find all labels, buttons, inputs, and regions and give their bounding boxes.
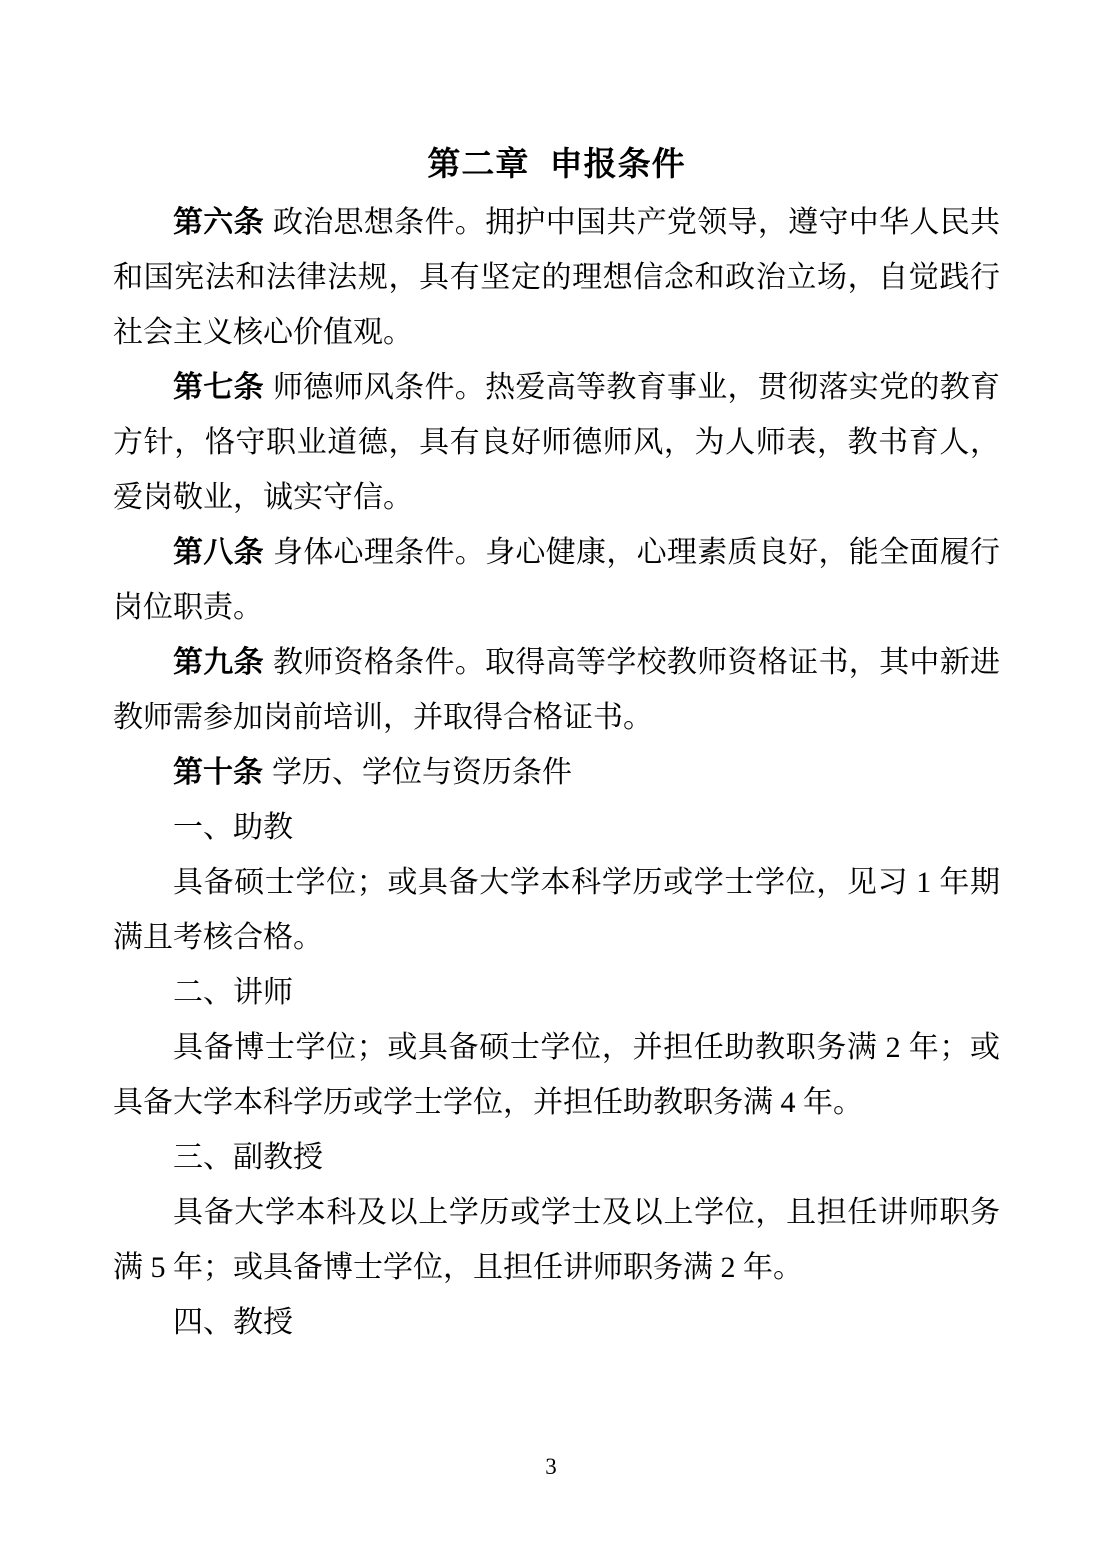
article-number: 第七条 [173,371,264,404]
article-number: 第九条 [173,646,264,679]
paragraph [113,1020,1000,1130]
page-title: 第二章 申报条件 [427,145,686,182]
paragraph-text: 四、教授 [173,1306,293,1339]
paragraph-text: 三、副教授 [173,1141,323,1174]
paragraph-text: 师德师风条件。热爱高等教育事业，贯彻落实党的教育方针，恪守职业道德，具有良好师德师风，为人师表，教书育人，爱岗敬业，诚实守信。 [113,371,1001,514]
paragraph-text: 一、助教 [173,811,293,844]
page-number: 3 [545,1454,557,1479]
paragraph-text: 教师资格条件。取得高等学校教师资格证书，其中新进教师需参加岗前培训，并取得合格证书。 [113,646,1001,734]
paragraph-text: 学历、学位与资历条件 [272,756,572,789]
paragraph-text: 政治思想条件。拥护中国共产党领导，遵守中华人民共和国宪法和法律法规，具有坚定的理想信念和政治立场，自觉践行社会主义核心价值观。 [113,206,1001,349]
article-number: 第十条 [173,756,263,789]
paragraph-text: 二、讲师 [173,976,293,1009]
paragraph [113,855,1000,965]
paragraph [113,745,1000,800]
document-body [113,195,1000,1350]
paragraph-text: 具备博士学位；或具备硕士学位，并担任助教职务满 2 年；或具备大学本科学历或学士学位，并担任助教职务满 4 年。 [113,1031,1000,1119]
paragraph [113,635,1000,745]
paragraph [113,525,1000,635]
paragraph-text: 具备硕士学位；或具备大学本科学历或学士学位，见习 1 年期满且考核合格。 [113,866,1000,954]
paragraph [113,195,1000,360]
article-number: 第八条 [173,536,264,569]
paragraph-text: 具备大学本科及以上学历或学士及以上学位，且担任讲师职务满 5 年；或具备博士学位，且担任讲师职务满 2 年。 [113,1196,1000,1284]
paragraph-text: 身体心理条件。身心健康，心理素质良好，能全面履行岗位职责。 [113,536,1001,624]
paragraph [113,1295,1000,1350]
article-number: 第六条 [173,206,264,239]
paragraph [113,360,1000,525]
paragraph [113,800,1000,855]
paragraph [113,1185,1000,1295]
paragraph [113,965,1000,1020]
paragraph [113,1130,1000,1185]
